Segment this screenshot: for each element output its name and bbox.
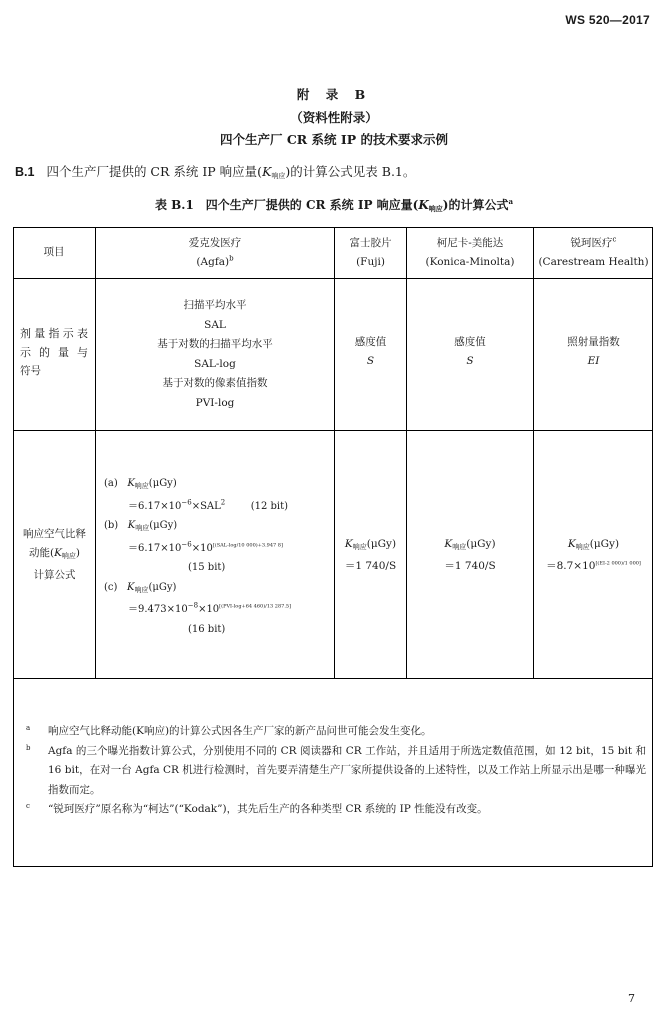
note-b-text: Agfa 的三个曝光指数计算公式，分别使用不同的 CR 阅读器和 CR 工作站，并且适用于所选定数值范围，如 12 bit，15 bit 和 16 bit，在对一台 Agfa CR 机进行检测时，首先要弄清楚生产厂家所提供设备的上述特性，以及工作站上所显示出是哪一种曝光指数而定。 xyxy=(48,744,646,796)
carestream-symbol xyxy=(534,333,653,371)
column-divider-2 xyxy=(334,227,335,678)
note-b xyxy=(26,742,646,801)
agfa-formula-b-tag: (b) xyxy=(104,520,119,531)
header-carestream-name: 锐珂医疗 xyxy=(570,237,613,249)
intro-k-symbol: K xyxy=(262,164,272,179)
carestream-formula-exp: [(EI-2 000)/1 000] xyxy=(595,560,641,567)
carestream-formula-k-sub: 响应 xyxy=(575,543,590,551)
fuji-symbol-letter: S xyxy=(366,355,375,367)
agfa-formula-c-bits: (16 bit) xyxy=(188,623,226,635)
agfa-formula-b-k-sub: 响应 xyxy=(135,524,150,532)
table-notes xyxy=(26,722,646,820)
appendix-type: （资料性附录） xyxy=(290,110,378,125)
agfa-formula-c-expr xyxy=(104,600,332,620)
konica-symbol-letter: S xyxy=(466,355,474,367)
row-symbols-label-1: 剂量指示表 xyxy=(20,327,88,340)
agfa-formula-c-head xyxy=(104,578,332,601)
table-caption-after: )的计算公式 xyxy=(442,198,509,212)
konica-formula-k-sub: 响应 xyxy=(452,543,467,551)
column-divider-1 xyxy=(95,227,96,678)
table-caption xyxy=(0,196,668,214)
fuji-formula-expr: ＝1 740/S xyxy=(344,560,397,572)
header-carestream-name-line xyxy=(534,234,653,253)
agfa-symbol-line: 基于对数的扫描平均水平 xyxy=(157,338,273,351)
carestream-formula-k: K xyxy=(567,538,576,550)
agfa-symbols xyxy=(96,296,334,414)
header-agfa xyxy=(96,234,334,272)
agfa-symbol-line: PVI-log xyxy=(195,396,235,409)
agfa-formula-b-expr2: ×10 xyxy=(191,542,213,554)
agfa-formula-a-k: K xyxy=(127,478,135,489)
intro-k-subscript: 响应 xyxy=(271,172,286,180)
konica-formula-unit-text: (μGy) xyxy=(466,538,496,550)
konica-formula-unit xyxy=(407,535,533,557)
header-agfa-name: 爱克发医疗 xyxy=(188,237,242,249)
agfa-formula-a-expr-text: ＝6.17×10 xyxy=(128,500,182,512)
fuji-formula-unit xyxy=(335,535,406,557)
agfa-formula-c-expr-text: ＝9.473×10 xyxy=(128,604,188,615)
appendix-heading: 附 录 B xyxy=(296,87,372,102)
row-divider-3 xyxy=(13,678,653,679)
table-caption-before: 表 B.1 四个生产厂提供的 CR 系统 IP 响应量( xyxy=(154,198,419,212)
agfa-symbol-line: 基于对数的像素值指数 xyxy=(162,377,268,390)
appendix-title: 四个生产厂 CR 系统 IP 的技术要求示例 xyxy=(220,132,448,147)
agfa-formula-c-k: K xyxy=(126,581,135,593)
konica-formula xyxy=(407,535,533,576)
header-agfa-en-line xyxy=(96,253,334,272)
column-divider-4 xyxy=(533,227,534,678)
konica-formula-expr: ＝1 740/S xyxy=(444,560,496,572)
agfa-formula-c-exp2: [(PVI-log+64 460)/13 287.5] xyxy=(219,603,292,610)
agfa-formula-c-tag: (c) xyxy=(104,581,118,593)
header-fuji-en: (Fuji) xyxy=(356,256,385,268)
agfa-formula-a-expr2: ×SAL xyxy=(191,500,221,512)
agfa-formula-c-expr2: ×10 xyxy=(198,604,220,615)
page-number: 7 xyxy=(628,992,635,1005)
agfa-formula-b-exp1: −6 xyxy=(181,540,192,549)
header-carestream xyxy=(534,234,653,272)
standard-code: WS 520—2017 xyxy=(565,13,650,27)
agfa-symbol-line: SAL-log xyxy=(194,357,236,370)
header-agfa-mark: b xyxy=(229,254,234,263)
agfa-formula-a-expr xyxy=(104,497,332,517)
header-carestream-mark: c xyxy=(612,235,617,244)
note-c-mark: c xyxy=(26,802,30,810)
agfa-formula-b-expr xyxy=(104,539,332,559)
agfa-formula-a-bits: (12 bit) xyxy=(250,500,289,512)
konica-formula-k: K xyxy=(444,538,453,550)
agfa-formula-b-expr-text: ＝6.17×10 xyxy=(128,542,182,554)
row-formula-label-2 xyxy=(14,544,95,566)
note-a xyxy=(26,722,646,742)
header-carestream-en: (Carestream Health) xyxy=(538,256,649,268)
note-b-mark: b xyxy=(26,743,31,752)
row-formula-label-1: 响应空气比释 xyxy=(23,528,86,540)
agfa-formula-a-head xyxy=(104,474,332,497)
note-c xyxy=(26,800,646,820)
row-formula-label-pre: 动能( xyxy=(28,547,55,559)
agfa-formula-a-k-sub: 响应 xyxy=(134,482,149,490)
intro-text-after: )的计算公式见表 B.1。 xyxy=(285,164,416,179)
carestream-symbol-name: 照射量指数 xyxy=(567,336,620,348)
row-formula-label-k-sub: 响应 xyxy=(61,552,76,560)
intro-text-before: 四个生产厂提供的 CR 系统 IP 响应量( xyxy=(46,164,263,179)
note-a-text: 响应空气比释动能(K响应)的计算公式因各生产厂家的新产品问世可能会发生变化。 xyxy=(48,725,432,737)
header-konica-name: 柯尼卡-美能达 xyxy=(436,237,504,249)
carestream-formula-expr-text: ＝8.7×10 xyxy=(546,560,596,572)
column-divider-3 xyxy=(406,227,407,678)
konica-symbol-name: 感度值 xyxy=(454,336,486,348)
fuji-formula-unit-text: (μGy) xyxy=(366,538,397,550)
fuji-formula xyxy=(335,535,406,576)
agfa-formula-c-k-sub: 响应 xyxy=(134,585,149,594)
table-caption-k-subscript: 响应 xyxy=(428,204,443,213)
header-agfa-en: (Agfa) xyxy=(196,256,230,268)
carestream-formula-unit-text: (μGy) xyxy=(589,538,620,550)
agfa-formula-a-exp2: 2 xyxy=(220,498,226,507)
row-divider-1 xyxy=(13,278,653,279)
konica-symbol xyxy=(407,333,533,371)
agfa-symbol-line: SAL xyxy=(204,318,226,331)
agfa-formulas xyxy=(104,474,332,639)
header-item: 项目 xyxy=(43,246,65,258)
note-a-mark: a xyxy=(26,724,31,732)
row-symbols-label xyxy=(20,324,88,381)
header-fuji-name: 富士胶片 xyxy=(349,237,392,249)
agfa-formula-a-unit: (μGy) xyxy=(148,478,177,489)
agfa-formula-b-exp2: [(SAL-log/10 000)+3.947 8] xyxy=(212,542,283,549)
agfa-formula-b-head xyxy=(104,516,332,539)
note-c-text: “锐珂医疗”原名称为“柯达”(“Kodak”)，其先后生产的各种类型 CR 系统的 IP 性能没有改变。 xyxy=(48,803,488,815)
row-formula-label-3: 计算公式 xyxy=(33,569,76,581)
header-konica xyxy=(407,234,533,272)
carestream-formula xyxy=(534,535,653,576)
carestream-formula-expr xyxy=(534,557,653,576)
agfa-formula-b-k: K xyxy=(127,520,136,531)
fuji-symbol-name: 感度值 xyxy=(354,336,387,348)
table-caption-k: K xyxy=(418,198,429,212)
intro-section-number: B.1 xyxy=(15,165,35,179)
row-formula-label-k: K xyxy=(54,547,62,559)
agfa-formula-b-bits: (15 bit) xyxy=(188,562,226,573)
row-symbols-label-3: 符号 xyxy=(20,365,41,377)
agfa-formula-a-tag: (a) xyxy=(104,478,118,489)
intro-paragraph xyxy=(15,162,415,181)
agfa-formula-a-exp: −6 xyxy=(181,498,192,507)
agfa-formula-c-unit: (μGy) xyxy=(148,581,177,593)
row-formula-label-post: ) xyxy=(75,547,81,559)
agfa-formula-b-unit: (μGy) xyxy=(149,520,178,531)
header-konica-en: (Konica-Minolta) xyxy=(425,256,515,268)
table-caption-note-mark: a xyxy=(508,197,514,206)
carestream-formula-unit xyxy=(534,535,653,557)
fuji-symbol xyxy=(335,333,406,371)
header-fuji xyxy=(335,234,406,272)
carestream-symbol-letter: EI xyxy=(587,355,600,367)
row-symbols-label-2: 示 的 量 与 xyxy=(20,346,88,359)
row-divider-2 xyxy=(13,430,653,431)
agfa-symbol-line: 扫描平均水平 xyxy=(183,299,247,311)
row-formula-label xyxy=(14,525,95,585)
agfa-formula-c-exp1: −8 xyxy=(187,601,199,610)
fuji-formula-k: K xyxy=(344,538,353,550)
fuji-formula-k-sub: 响应 xyxy=(352,543,367,551)
